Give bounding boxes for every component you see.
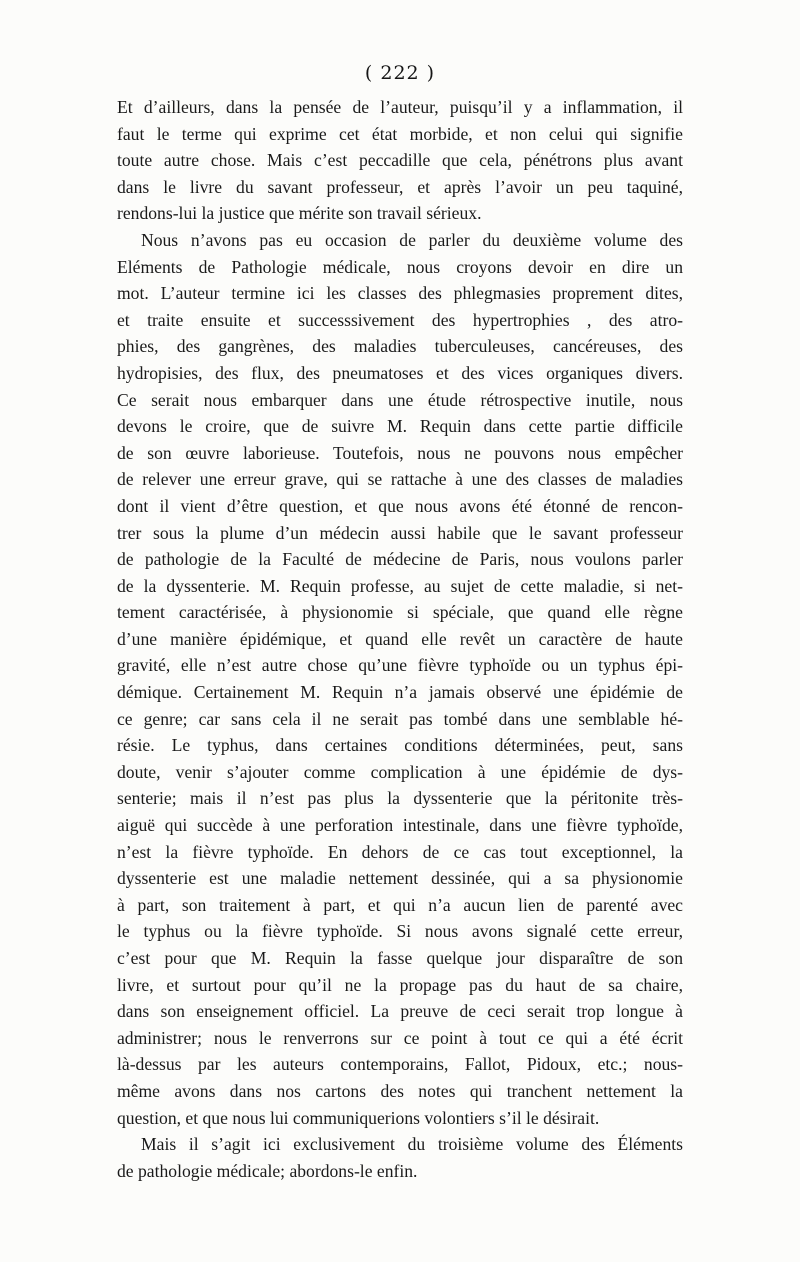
paragraph	[117, 94, 683, 227]
text-line: là-dessus par les auteurs contemporains, Fallot, Pidoux, etc.; nous-	[117, 1054, 683, 1075]
text-line: dyssenterie est une maladie nettement dessinée, qui a sa physionomie	[117, 868, 683, 889]
text-line: devons le croire, que de suivre M. Requin dans cette partie difficile	[117, 416, 683, 437]
text-line: trer sous la plume d’un médecin aussi habile que le savant professeur	[117, 522, 683, 543]
text-line: résie. Le typhus, dans certaines conditions déterminées, peut, sans	[117, 735, 683, 756]
text-line: dont il vient d’être question, et que nous avons été étonné de rencon-	[117, 495, 683, 516]
text-line: de pathologie médicale; abordons-le enfin.	[117, 1160, 418, 1181]
text-line: aiguë qui succède à une perforation intestinale, dans une fièvre typhoïde,	[117, 815, 683, 836]
body-text	[117, 94, 683, 1184]
text-line: démique. Certainement M. Requin n’a jamais observé une épidémie de	[117, 682, 683, 703]
text-line: n’est la fièvre typhoïde. En dehors de ce cas tout exceptionnel, la	[117, 841, 683, 862]
text-line: et traite ensuite et successsivement des hypertrophies , des atro-	[117, 309, 683, 330]
text-line: de relever une erreur grave, qui se rattache à une des classes de maladies	[117, 469, 683, 490]
page-number: ( 222 )	[364, 62, 436, 84]
text-line: dans son enseignement officiel. La preuve de ceci serait trop longue à	[117, 1001, 683, 1022]
text-line: doute, venir s’ajouter comme complication à une épidémie de dys-	[117, 761, 683, 782]
text-line: Mais il s’agit ici exclusivement du troisième volume des Éléments	[141, 1134, 683, 1155]
text-line: de pathologie de la Faculté de médecine de Paris, nous voulons parler	[117, 549, 683, 570]
text-line: dans le livre du savant professeur, et après l’avoir un peu taquiné,	[117, 176, 683, 197]
text-line: faut le terme qui exprime cet état morbide, et non celui qui signifie	[117, 123, 683, 144]
text-line: toute autre chose. Mais c’est peccadille que cela, pénétrons plus avant	[117, 150, 683, 171]
text-line: mot. L’auteur termine ici les classes des phlegmasies proprement dites,	[117, 283, 683, 304]
paragraph	[117, 227, 683, 1131]
text-line: phies, des gangrènes, des maladies tuberculeuses, cancéreuses, des	[117, 336, 683, 357]
text-line: à part, son traitement à part, et qui n’a aucun lien de parenté avec	[117, 894, 683, 915]
text-line: livre, et surtout pour qu’il ne la propage pas du haut de sa chaire,	[117, 974, 683, 995]
text-line: Et d’ailleurs, dans la pensée de l’auteur, puisqu’il y a inflammation, il	[117, 97, 683, 117]
text-line: Ce serait nous embarquer dans une étude rétrospective inutile, nous	[117, 389, 683, 410]
text-line: administrer; nous le renverrons sur ce point à tout ce qui a été écrit	[117, 1027, 683, 1048]
paragraph	[117, 1131, 683, 1184]
text-line: ce genre; car sans cela il ne serait pas tombé dans une semblable hé-	[117, 708, 683, 729]
text-line: Nous n’avons pas eu occasion de parler du deuxième volume des	[141, 229, 683, 250]
text-line: d’une manière épidémique, et quand elle revêt un caractère de haute	[117, 628, 683, 649]
text-line: tement caractérisée, à physionomie si spéciale, que quand elle règne	[117, 602, 683, 623]
text-line: même avons dans nos cartons des notes qui tranchent nettement la	[117, 1080, 683, 1101]
text-line: de son œuvre laborieuse. Toutefois, nous ne pouvons nous empêcher	[117, 442, 683, 463]
text-line: Eléments de Pathologie médicale, nous croyons devoir en dire un	[117, 256, 683, 277]
text-line: rendons-lui la justice que mérite son travail sérieux.	[117, 203, 482, 224]
text-line: de la dyssenterie. M. Requin professe, au sujet de cette maladie, si net-	[117, 575, 683, 596]
text-line: gravité, elle n’est autre chose qu’une fièvre typhoïde ou un typhus épi-	[117, 655, 683, 676]
text-line: le typhus ou la fièvre typhoïde. Si nous avons signalé cette erreur,	[117, 921, 683, 942]
text-line: c’est pour que M. Requin la fasse quelque jour disparaître de son	[117, 948, 683, 968]
text-line: question, et que nous lui communiquerions volontiers s’il le désirait.	[117, 1107, 600, 1128]
text-line: hydropisies, des flux, des pneumatoses et des vices organiques divers.	[117, 362, 683, 383]
text-line: senterie; mais il n’est pas plus la dyssenterie que la péritonite très-	[117, 788, 683, 809]
